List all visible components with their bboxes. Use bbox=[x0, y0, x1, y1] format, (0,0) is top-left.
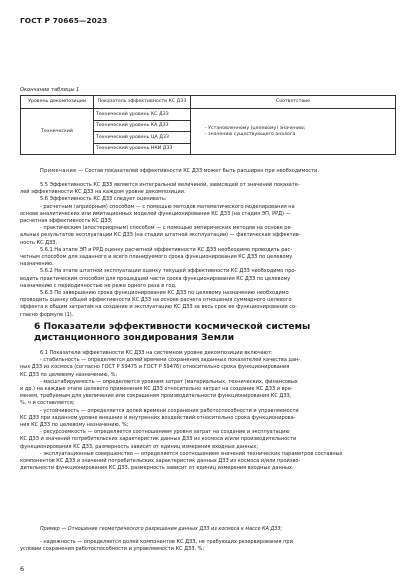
indicator-cell: Технический уровень НКИ ДЗЗ bbox=[94, 143, 191, 155]
standard-code-header: ГОСТ Р 70665—2023 bbox=[20, 16, 108, 25]
text-line: КС ДЗЗ при заданном уровне внешних и внутренних воздействий относительно срока функционирова- bbox=[20, 414, 296, 421]
note-text: — Состав показателей эффективности КС ДЗЗ может быть расширен при необходимости. bbox=[76, 168, 319, 174]
indicator-cell: Технический уровень КС ДЗЗ bbox=[94, 109, 191, 121]
text-line: 5.6 Эффективность КС ДЗЗ следует оценивать: bbox=[40, 196, 167, 203]
correspondence-cell bbox=[191, 109, 396, 155]
text-line: водить практическим способом для прошедшей части срока функционирования КС ДЗЗ по целевому bbox=[20, 275, 291, 282]
text-line: дительности функционирования КС ДЗЗ, размерность зависит от единиц измерения входных данных. bbox=[20, 465, 294, 472]
correspondence-line: - значению существующего аналога bbox=[205, 131, 296, 137]
text-line: гласно формуле (1). bbox=[20, 311, 74, 318]
tail-text bbox=[20, 539, 396, 553]
correspondence-line: - Установленному (целевому) значению; bbox=[205, 125, 306, 131]
text-line: 5.6.1 На этапе ЭП и РРД оценку расчетной эффективности КС ДЗЗ необходимо проводить рас- bbox=[40, 246, 293, 253]
text-line: - ресурсоемкость — определяется соотношением уровня затрат на создание и эксплуатацию bbox=[40, 429, 290, 436]
text-line: - масштабируемость — определяется уровнем затрат (материальных, технических, финансовых bbox=[40, 378, 298, 385]
section-title-line: 6 Показатели эффективности космической системы bbox=[34, 322, 311, 332]
text-line: ность КС ДЗЗ. bbox=[20, 239, 58, 246]
header-decomposition-level: Уровень декомпозиции bbox=[21, 96, 94, 109]
text-line: 5.6.3 По завершению срока функционирования КС ДЗЗ по целевому назначению необходимо bbox=[40, 290, 289, 297]
example-line: Пример — Отношение геометрического разрешения данных ДЗЗ из космоса к массе КА ДЗЗ; bbox=[40, 526, 283, 532]
text-line: условии сохранения работоспособности и управляемости КС ДЗЗ, %; bbox=[20, 546, 205, 553]
text-line: основе аналитических или имитационных моделей функционирования КС ДЗЗ (на стадия ЭП, РРД) — bbox=[20, 210, 291, 217]
table-caption: Окончание таблицы 1 bbox=[20, 87, 80, 93]
text-line: назначению с периодичностью не реже одного раза в год. bbox=[20, 282, 177, 289]
text-line: компонентов КС ДЗЗ и значений потребительских характеристик данных ДЗЗ из космоса и/или произво- bbox=[20, 458, 301, 465]
text-line: 5.5 Эффективность КС ДЗЗ является интегральной величиной, зависящей от значений показате- bbox=[40, 182, 300, 188]
text-line: - практическим (апостериорным) способом — с помощью эмпирических методов на основе ре- bbox=[40, 225, 293, 232]
table-note bbox=[20, 168, 396, 175]
text-line: лей эффективности КС ДЗЗ на каждом уровне декомпозиции. bbox=[20, 189, 186, 196]
header-correspondence: Соответствие bbox=[191, 96, 396, 109]
text-line: назначению. bbox=[20, 261, 54, 268]
text-line: - надежность — определяется долей компонентов КС ДЗЗ, не требующих резервирования при bbox=[40, 539, 293, 545]
indicator-cell: Технический уровень ЦА ДЗЗ bbox=[94, 132, 191, 144]
text-line: функционирования КС ДЗЗ, размерность зависит от единиц измерения входных данных; bbox=[20, 443, 258, 450]
text-line: 6.1 Показатели эффективности КС ДЗЗ на системном уровне декомпозиции включают: bbox=[40, 350, 273, 356]
level-cell: Технический bbox=[21, 109, 94, 155]
text-line: проводить оценку общей эффективности КС ДЗЗ на основе расчета отношения суммарного целевого bbox=[20, 297, 292, 304]
text-line: КС ДЗЗ и значений потребительских характеристик данных ДЗЗ из космоса и/или производительности bbox=[20, 436, 297, 443]
text-line: четным способом для заданного и всего планируемого срока функционирования КС ДЗЗ по целевому bbox=[20, 254, 293, 261]
text-line: ных ДЗЗ из космоса (согласно ГОСТ Р 59475 и ГОСТ Р 59476) относительно срока функционирования bbox=[20, 364, 290, 371]
text-line: альных результатов эксплуатации КС ДЗЗ (на стадии штатной эксплуатации) — фактическая эффектив- bbox=[20, 232, 301, 239]
note-label: Примечание bbox=[40, 168, 77, 174]
text-line: - расчетным (априорным) способом — с помощью методов математического моделирования на bbox=[40, 203, 295, 210]
section-title bbox=[34, 322, 374, 344]
page-number: 6 bbox=[20, 565, 25, 573]
text-line: менем, требуемым для увеличения или сокращения производительности функционирования КС ДЗЗ, bbox=[20, 393, 292, 400]
header-indicator: Показатель эффективности КС ДЗЗ bbox=[94, 96, 191, 109]
section-text bbox=[20, 350, 396, 472]
table-row bbox=[21, 109, 396, 121]
body-text bbox=[20, 182, 396, 319]
text-line: эффекта к общим затратам на создание и эксплуатацию КС ДЗЗ за весь срок ее функционирования со- bbox=[20, 304, 297, 311]
text-line: и др.) на каждые этапе целевого применения КС ДЗЗ относительно затрат на создание КС ДЗЗ и вре- bbox=[20, 386, 293, 393]
text-line: - эксплуатационные совершенство — определяется соотношением значений технических параметров составных bbox=[40, 450, 343, 457]
text-line: - стабильность — определяется долей времени сохранения заданных показателей качества дан- bbox=[40, 357, 301, 364]
text-line: КС ДЗЗ по целевому назначению, %; bbox=[20, 371, 118, 378]
efficiency-table bbox=[20, 95, 396, 155]
text-line: - устойчивость — определяется долей времени сохранения работоспособности и управляемости bbox=[40, 407, 299, 414]
text-line: ния КС ДЗЗ по целевому назначению, %; bbox=[20, 422, 129, 429]
section-title-line: дистанционного зондирования Земли bbox=[34, 333, 235, 343]
table-header-row bbox=[21, 96, 396, 109]
text-line: 5.6.2 На этапе штатной эксплуатации оценку текущей эффективности КС ДЗЗ необходимо про- bbox=[40, 268, 297, 275]
text-line: расчетная эффективность КС ДЗЗ; bbox=[20, 218, 113, 225]
text-line: %, ч и составляется; bbox=[20, 400, 75, 407]
indicator-cell: Технический уровень КА ДЗЗ bbox=[94, 120, 191, 132]
